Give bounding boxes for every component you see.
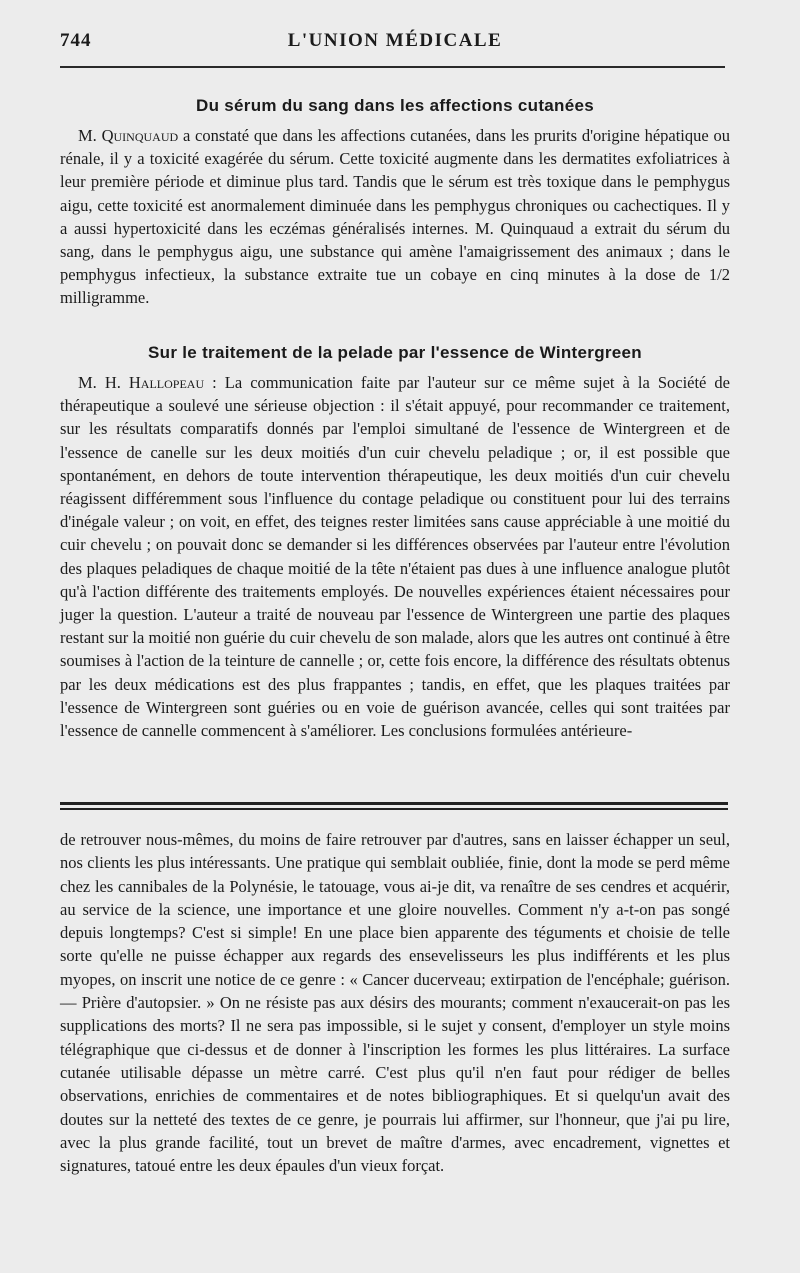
section-serum [60, 96, 730, 310]
page-number: 744 [60, 30, 92, 51]
section-paragraph [60, 371, 730, 742]
section-paragraph [60, 124, 730, 310]
page-header [60, 30, 730, 62]
paragraph-text: a constaté que dans les affections cutanées, dans les prurits d'origine hépatique ou rénale, il y a toxicité exagérée du sérum. Cette toxicité augmente dans les dermatites exfoliatrices à leur première période et diminue plus tard. Tandis que le sérum est très toxique dans le pemphygus aigu, cette toxicité est anormalement diminuée dans les pemphygus chroniques ou cachectiques. Il y a aussi hypertoxicité dans les eczémas généralisés internes. M. Quinquaud a extrait du sérum du sang, dans le pemphygus aigu, une substance qui amène l'amaigrissement des animaux ; dans le pemphygus infectieux, la substance extraite tue un cobaye en cinq minutes à la dose de 1/2 milligramme. [60, 126, 730, 308]
header-rule [60, 66, 725, 68]
author-name: M. H. Hallopeau : [78, 373, 217, 392]
section-pelade [60, 343, 730, 742]
author-name: M. Quinquaud [78, 126, 179, 145]
paragraph-text: La communication faite par l'auteur sur ce même sujet à la Société de thérapeutique a soulevé une sérieuse objection : il s'était appuyé, pour recommander ce traitement, sur les résultats comparatifs donnés par l'emploi simultané de l'essence de Wintergreen et de l'essence de canelle sur les deux moitiés d'un cuir chevelu peladique ; or, il est possible que spontanément, en dehors de toute intervention thérapeutique, les deux moitiés d'un cuir chevelu réagissent différemment sous l'influence du contage peladique ou constituent pour lui des terrains d'inégale valeur ; on voit, en effet, des teignes rester limitées sans cause appréciable à une moitié du cuir chevelu ; on pouvait donc se demander si les différences observées par l'auteur entre l'évolution des plaques peladiques de chaque moitié de la tête n'étaient pas dues à une influence analogue plutôt qu'à l'action différente des traitements employés. De nouvelles expériences étaient nécessaires pour juger la question. L'auteur a traité de nouveau par l'essence de Wintergreen une partie des plaques restant sur la moitié non guérie du cuir chevelu de son malade, alors que les autres ont continué à être soumises à l'action de la teinture de cannelle ; or, cette fois encore, la différence des résultats obtenus par les deux médications est des plus frappantes ; tandis, en effet, que les plaques traitées par l'essence de Wintergreen sont guéries ou en voie de guérison avancée, celles qui sont traitées par l'essence de cannelle commencent à s'améliorer. Les conclusions formulées antérieure- [60, 373, 730, 741]
feuilleton-text: de retrouver nous-mêmes, du moins de faire retrouver par d'autres, sans en laisser échapper un seul, nos clients les plus intéressants. Une pratique qui semblait oubliée, finie, dont la mode se perd même chez les cannibales de la Polynésie, le tatouage, vous ai-je dit, va renaître de ses cendres et acquérir, au service de la science, une importance et une gloire nouvelles. Comment n'y a-t-on pas songé depuis longtemps? C'est si simple! En une place bien apparente des téguments et choisie de telle sorte qu'elle ne puisse échapper aux regards des ensevelisseurs les plus indifférents et les plus myopes, on inscrit une notice de ce genre : « Cancer ducerveau; extirpation de l'encéphale; guérison. — Prière d'autopsier. » On ne résiste pas aux désirs des mourants; comment n'exaucerait-on pas les supplications des morts? Il ne sera pas impossible, si le sujet y consent, d'employer un style moins télégraphique que ci-dessus et de donner à l'inscription les formes les plus littéraires. La surface cutanée utilisable dépasse un mètre carré. C'est plus qu'il n'en faut pour rédiger de belles observations, enrichies de commentaires et de notes bibliographiques. Et si quelqu'un avait des doutes sur la netteté des textes de ce genre, je pourrais lui affirmer, sur l'honneur, que j'ai pu lire, avec la plus grande facilité, tout un brevet de maître d'armes, avec encadrement, vignettes et signatures, tatoué entre les deux épaules d'un vieux forçat. [60, 830, 730, 1176]
feuilleton-separator [60, 802, 728, 813]
section-title: Sur le traitement de la pelade par l'essence de Wintergreen [148, 343, 642, 362]
section-title: Du sérum du sang dans les affections cutanées [196, 96, 594, 115]
running-title: L'UNION MÉDICALE [287, 30, 503, 51]
